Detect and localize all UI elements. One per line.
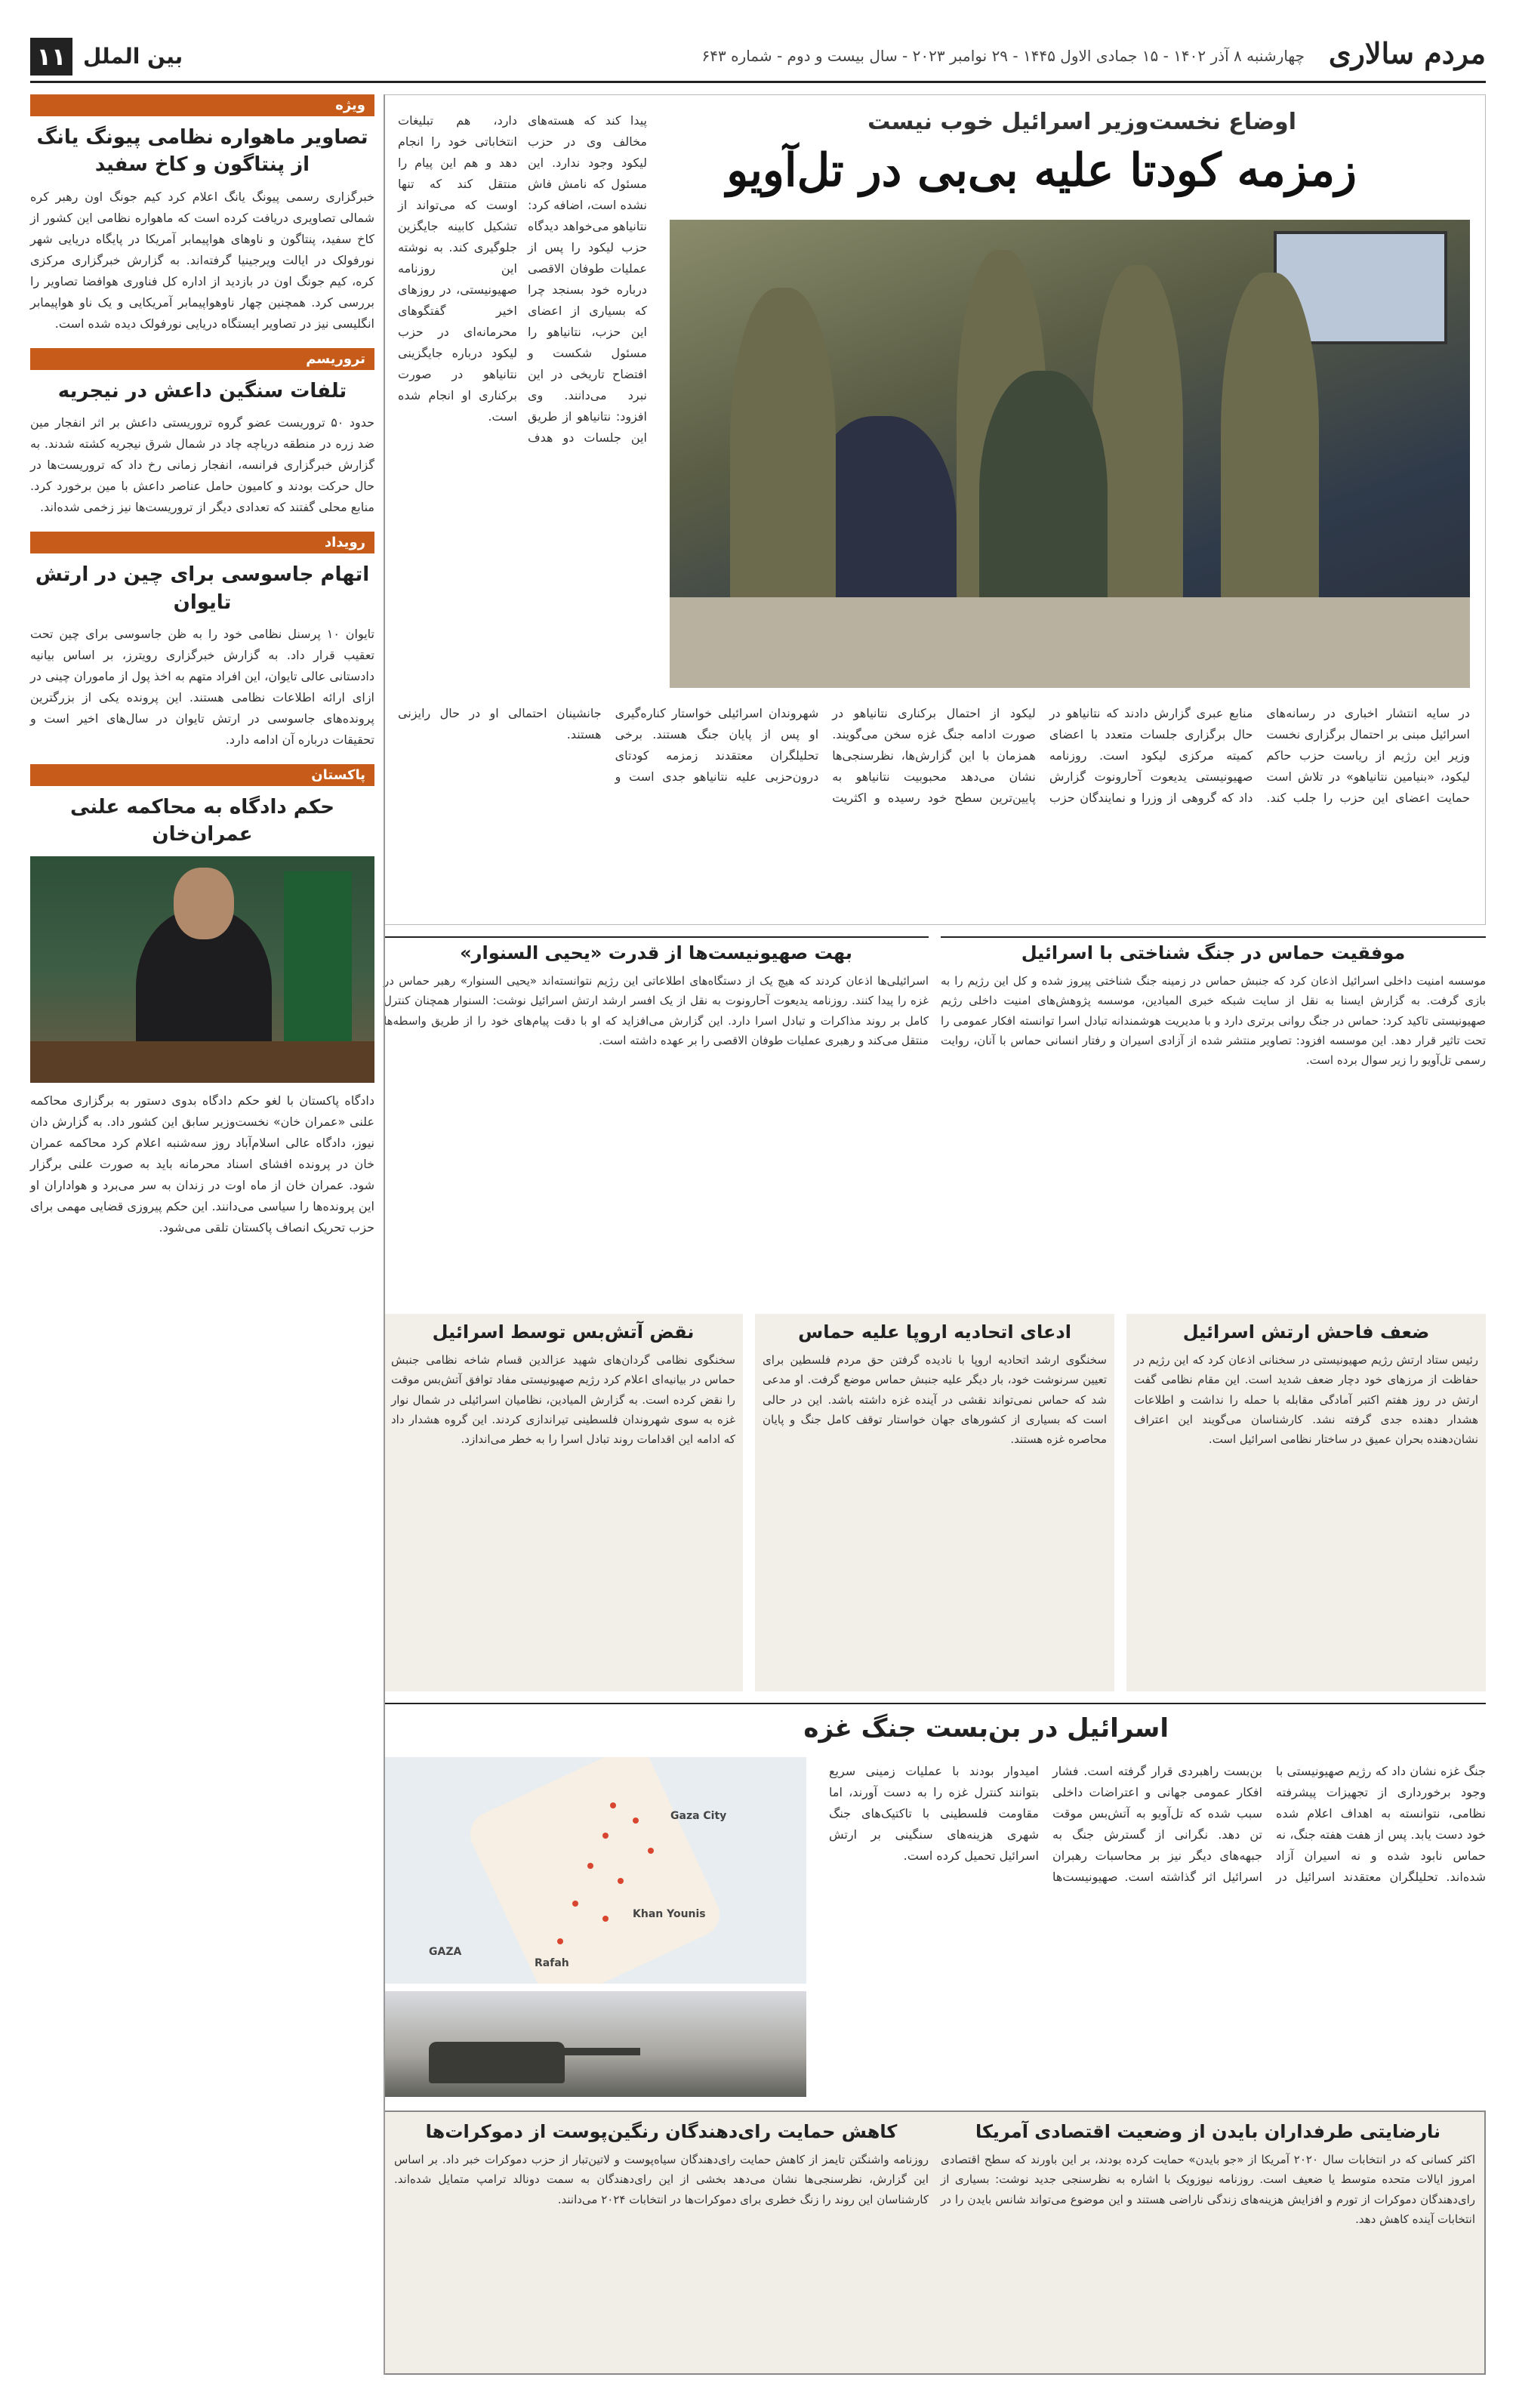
story-title: بهت صهیونیست‌ها از قدرت «یحیی السنوار» bbox=[460, 942, 852, 964]
second-row bbox=[384, 936, 1486, 1306]
story-body: موسسه امنیت داخلی اسرائیل اذعان کرد که جنبش حماس در زمینه جنگ شناختی پیروز شده و کل این رژیم را به بازی گرفت. به گزارش ایسنا به نقل از سایت شبکه خبری المیادین، موسسه پژوهش‌های امنیت داخلی رژیم صهیونیستی تاکید کرد: حماس در جنگ روانی برتری دارد و با مدیریت هوشمندانه تبادل اسرا توانسته افکار عمومی را تحت تاثیر قرار دهد. این موسسه افزود: تصاویر منتشر شده از آزادی اسیران و رفتار انسانی حماس با آنان، روایت رسمی تل‌آویو را زیر سوال برده است. bbox=[941, 974, 1486, 1067]
map-dot bbox=[648, 1848, 654, 1854]
news-kicker: تروریسم bbox=[30, 348, 374, 370]
map-label-gaza: GAZA bbox=[429, 1946, 462, 1958]
news-title: اتهام جاسوسی برای چین در ارتش تایوان bbox=[35, 563, 370, 614]
photo-table bbox=[670, 597, 1470, 688]
map-dot bbox=[618, 1878, 624, 1884]
map-label-rafah: Rafah bbox=[535, 1957, 569, 1969]
photo-head bbox=[174, 868, 234, 939]
tank-photo bbox=[384, 1991, 806, 2097]
story-hamas-cognitive-war bbox=[941, 936, 1486, 1306]
dateline: چهارشنبه ۸ آذر ۱۴۰۲ - ۱۵ جمادی الاول ۱۴۴۵ - ۲۹ نوامبر ۲۰۲۳ - سال بیست و دوم - شماره ۶۴۳ bbox=[701, 47, 1305, 65]
story-body: رئیس ستاد ارتش رژیم صهیونیستی در سخنانی اذعان کرد که این رژیم در حفاظت از مرزهای خود دچار ضعف شدید است. این مقام نظامی گفت ارتش در روز هفتم اکتبر آمادگی مقابله با حمله را نداشت و اطلاعات هشدار دهنده جدی گرفته نشد. کارشناسان می‌گویند این اعتراف نشان‌دهنده بحران عمیق در ساختار نظامی اسرائیل است. bbox=[1134, 1353, 1478, 1446]
news-title: حکم دادگاه به محاکمه علنی عمران‌خان bbox=[69, 795, 335, 846]
story-title: کاهش حمایت رای‌دهندگان رنگین‌پوست از دموکرات‌ها bbox=[425, 2121, 898, 2142]
map-dot bbox=[587, 1863, 593, 1869]
tank-body bbox=[429, 2042, 565, 2083]
map-dot bbox=[610, 1802, 616, 1808]
usa-stories bbox=[384, 2110, 1486, 2375]
story-biden-economy bbox=[941, 2121, 1475, 2364]
news-body: دادگاه پاکستان با لغو حکم دادگاه بدوی دستور به برگزاری محاکمه علنی «عمران خان» نخست‌وزیر سابق این کشور داد. به گزارش دان نیوز، دادگاه عالی اسلام‌آباد روز سه‌شنبه اعلام کرد محاکمه عمران خان در پرونده افشای اسناد محرمانه باید به صورت علنی برگزار شود. عمران خان از ماه اوت در زندان به سر می‌برد و هواداران او این پرونده‌ها را سیاسی می‌دانند. این حکم پیروزی قضایی مهمی برای حزب تحریک انصاف پاکستان تلقی می‌شود. bbox=[30, 1093, 374, 1235]
news-isis-nigeria bbox=[30, 348, 374, 518]
gaza-body: جنگ غزه نشان داد که رژیم صهیونیستی با وجود برخورداری از تجهیزات پیشرفته نظامی، نتوانسته به اهداف اعلام شده خود دست یابد. پس از هفت هفته جنگ، نه حماس نابود شده و نه اسیران آزاد شده‌اند. تحلیلگران معتقدند اسرائیل در بن‌بست راهبردی قرار گرفته است. فشار افکار عمومی جهانی و اعتراضات داخلی سبب شده که تل‌آویو به آتش‌بس موقت تن دهد. نگرانی از گسترش جنگ به جبهه‌های دیگر نیز بر محاسبات رهبران اسرائیل اثر گذاشته است. صهیونیست‌ها امیدوار بودند با عملیات زمینی سریع بتوانند کنترل غزه را به دست آورند، اما مقاومت فلسطینی با تاکتیک‌های جنگ شهری هزینه‌های سنگینی بر ارتش اسرائیل تحمیل کرده است. bbox=[829, 1764, 1486, 1884]
main-content bbox=[384, 94, 1486, 2375]
story-army-weakness bbox=[1126, 1314, 1486, 1691]
lead-side-text bbox=[398, 110, 647, 692]
news-title: تلفات سنگین داعش در نیجریه bbox=[57, 379, 347, 402]
map-dot bbox=[602, 1833, 609, 1839]
story-title: نقض آتش‌بس توسط اسرائیل bbox=[432, 1321, 695, 1343]
photo-figure bbox=[1221, 273, 1319, 627]
news-imran-khan bbox=[30, 764, 374, 1238]
story-ceasefire-violation bbox=[384, 1314, 743, 1691]
section-title: بین الملل bbox=[83, 44, 183, 69]
gaza-title: اسرائیل در بن‌بست جنگ غزه bbox=[803, 1713, 1169, 1744]
news-kicker: ویژه bbox=[30, 94, 374, 116]
news-body: خبرگزاری رسمی پیونگ یانگ اعلام کرد کیم جونگ اون رهبر کره شمالی تصاویری دریافت کرده است که ماهواره نظامی این کشور از کاخ سفید، پنتاگون و ناوهای هواپیمابر آمریکا در پایگاه دریایی شهر نورفولک در ایالت ویرجینیا گرفته‌اند. به گزارش خبرگزاری مرکزی کره، کیم جونگ اون در بازدید از اداره کل فناوری هوافضا تصاویر را بررسی کرد. همچنین چهار ناوهواپیمابر آمریکایی و یک ناو هواپیمابر انگلیسی نیز در تصاویر ایستگاه دریایی نورفولک دیده شده است. bbox=[30, 189, 374, 331]
news-kicker: پاکستان bbox=[30, 764, 374, 786]
lead-bottom-text bbox=[398, 703, 1470, 914]
third-row bbox=[384, 1314, 1486, 1691]
news-taiwan-espionage bbox=[30, 532, 374, 751]
news-title: تصاویر ماهواره نظامی پیونگ یانگ از پنتاگون و کاخ سفید bbox=[36, 126, 368, 177]
page-number: ۱۱ bbox=[30, 38, 72, 76]
gaza-text bbox=[829, 1761, 1486, 2093]
news-body: حدود ۵۰ تروریست عضو گروه تروریستی داعش بر اثر انفجار مین ضد زره در منطقه دریاچه چاد در شمال شرق نیجریه کشته شدند. به گزارش خبرگزاری فرانسه، انفجار زمانی رخ داد که تروریست‌ها در حال حرکت بودند و کامیون حامل عناصر داعش با مین برخورد کرد. منابع محلی گفتند که تعدادی دیگر از تروریست‌ها نیز زخمی شده‌اند. bbox=[30, 415, 374, 515]
map-dot bbox=[557, 1938, 563, 1944]
story-title: ادعای اتحادیه اروپا علیه حماس bbox=[798, 1321, 1071, 1343]
story-body: سخنگوی نظامی گردان‌های شهید عزالدین قسام شاخه نظامی جنبش حماس در بیانیه‌ای اعلام کرد رژیم صهیونیستی مفاد توافق آتش‌بس موقت را نقض کرده است. به گزارش المیادین، نظامیان اسرائیلی در شمال نوار غزه به سوی شهروندان فلسطینی تیراندازی کردند. این گروه هشدار داد که ادامه این اقدامات روند تبادل اسرا را به خطر می‌اندازد. bbox=[391, 1353, 735, 1446]
tank-barrel bbox=[550, 2048, 640, 2055]
story-sinwar bbox=[384, 936, 929, 1306]
left-column bbox=[30, 94, 385, 2375]
masthead bbox=[30, 30, 1486, 83]
news-body: تایوان ۱۰ پرسنل نظامی خود را به ظن جاسوسی برای چین تحت تعقیب قرار داد. به گزارش خبرگزاری رویترز، بر اساس بیانیه دادستانی عالی تایوان، این افراد متهم به اخذ پول از ماموران چینی در ازای ارائه اطلاعات نظامی هستند. این پرونده یکی از بزرگترین پرونده‌های جاسوسی در ارتش تایوان در سال‌های اخیر است و تحقیقات درباره آن ادامه دارد. bbox=[30, 626, 374, 747]
story-title: ضعف فاحش ارتش اسرائیل bbox=[1182, 1321, 1430, 1343]
map-dot bbox=[602, 1916, 609, 1922]
story-body: روزنامه واشنگتن تایمز از کاهش حمایت رای‌دهندگان سیاه‌پوست و لاتین‌تبار از حزب دموکرات خبر داد. بر اساس این گزارش، نظرسنجی‌ها نشان می‌دهد بخشی از این رای‌دهندگان به سمت دونالد ترامپ متمایل شده‌اند. کارشناسان این روند را زنگ خطری برای دموکرات‌ها در انتخابات ۲۰۲۴ می‌دانند. bbox=[394, 2153, 929, 2206]
map-dot bbox=[572, 1901, 578, 1907]
story-body: اسرائیلی‌ها اذعان کردند که هیچ یک از دستگاه‌های اطلاعاتی این رژیم نتوانسته‌اند «یحیی السنوار» رهبر حماس در غزه را پیدا کنند. روزنامه یدیعوت آحارونوت به نقل از یک افسر ارشد ارتش اسرائیل نوشت: السنوار همچنان کنترل کامل بر روند مذاکرات و تبادل اسرا دارد. این گزارش می‌افزاید که او با دقت پیام‌های خود را از طریق واسطه‌ها منتقل می‌کند و رهبری عملیات طوفان الاقصی را بر عهده داشته است. bbox=[384, 974, 929, 1047]
photo-figure bbox=[730, 288, 836, 627]
news-kicker: رویداد bbox=[30, 532, 374, 553]
lead-story bbox=[384, 94, 1486, 925]
gaza-story bbox=[384, 1703, 1486, 2103]
news-north-korea-satellite bbox=[30, 94, 374, 335]
newspaper-logo: مردم سالاری bbox=[1328, 36, 1486, 70]
story-body: اکثر کسانی که در انتخابات سال ۲۰۲۰ آمریکا از «جو بایدن» حمایت کرده بودند، بر این باورند که سطح اقتصادی امروز ایالات متحده متوسط یا ضعیف است. روزنامه نیوزویک با اشاره به نظرسنجی جدید نوشت: بسیاری از رای‌دهندگان دموکرات از تورم و افزایش هزینه‌های زندگی ناراضی هستند و این موضوع می‌تواند شانس بایدن را در انتخابات آینده کاهش دهد. bbox=[941, 2153, 1475, 2226]
lead-side-body: پیدا کند که هسته‌های مخالف وی در حزب لیکود وجود ندارد. این مسئول که نامش فاش نشده است، اضافه کرد: نتانیاهو می‌خواهد دیدگاه حزب لیکود را پس از عملیات طوفان الاقصی درباره خود بسنجد چرا که بسیاری از اعضای این حزب، نتانیاهو را مسئول شکست و افتضاح تاریخی در این نبرد می‌دانند. وی افزود: نتانیاهو از طریق این جلسات دو هدف دارد، هم تبلیغات انتخاباتی خود را انجام دهد و هم این پیام را منتقل کند که تنها اوست که می‌تواند از تشکیل کابینه جایگزین جلوگیری کند. به نوشته این روزنامه صهیونیستی، در روزهای اخیر گفتگوهای محرمانه‌ای در حزب لیکود درباره جایگزینی نتانیاهو در صورت برکناری او انجام شده است. bbox=[398, 113, 647, 445]
map-land bbox=[463, 1757, 727, 1984]
imran-khan-photo bbox=[30, 856, 374, 1083]
lead-bottom-body: در سایه انتشار اخباری در رسانه‌های اسرائیل مبنی بر احتمال برگزاری نخست وزیر این رژیم از ریاست حزب حاکم لیکود، «بنیامین نتانیاهو» در تلاش است حمایت اعضای این حزب را جلب کند. منابع عبری گزارش دادند که نتانیاهو در حال برگزاری جلسات متعدد با اعضای کمیته مرکزی لیکود است. روزنامه صهیونیستی یدیعوت آحارونوت گزارش داد که گروهی از وزرا و نمایندگان حزب لیکود از احتمال برکناری نتانیاهو در صورت ادامه جنگ غزه سخن می‌گویند. همزمان با این گزارش‌ها، نظرسنجی‌ها نشان می‌دهد محبوبیت نتانیاهو به پایین‌ترین سطح خود رسیده و اکثریت شهروندان اسرائیلی خواستار کناره‌گیری او پس از پایان جنگ هستند. برخی تحلیلگران معتقدند زمزمه کودتای درون‌حزبی علیه نتانیاهو جدی است و جانشینان احتمالی او در حال رایزنی هستند. bbox=[398, 706, 1470, 805]
story-eu-claim bbox=[755, 1314, 1114, 1691]
photo-flag bbox=[284, 871, 352, 1053]
story-voters-of-color bbox=[394, 2121, 929, 2364]
lead-headline: زمزمه کودتا علیه بی‌بی در تل‌آویو bbox=[726, 144, 1357, 197]
map-dot bbox=[633, 1818, 639, 1824]
photo-desk bbox=[30, 1041, 374, 1083]
story-title: نارضایتی طرفداران بایدن از وضعیت اقتصادی آمریکا bbox=[975, 2121, 1441, 2142]
lead-subtitle: اوضاع نخست‌وزیر اسرائیل خوب نیست bbox=[867, 109, 1296, 135]
lead-photo bbox=[670, 220, 1470, 688]
story-body: سخنگوی ارشد اتحادیه اروپا با نادیده گرفتن حق مردم فلسطین برای تعیین سرنوشت خود، بار دیگر علیه جنبش حماس موضع گرفت. او مدعی شد که حماس نمی‌تواند نقشی در آینده غزه داشته باشد. این در حالی است که بسیاری از کشورهای جهان خواستار توقف کامل جنگ و پایان محاصره غزه هستند. bbox=[763, 1353, 1107, 1446]
map-label-gaza-city: Gaza City bbox=[670, 1810, 727, 1822]
map-label-khan-younis: Khan Younis bbox=[633, 1908, 706, 1920]
gaza-map bbox=[384, 1757, 806, 1984]
story-title: موفقیت حماس در جنگ شناختی با اسرائیل bbox=[1021, 942, 1406, 964]
